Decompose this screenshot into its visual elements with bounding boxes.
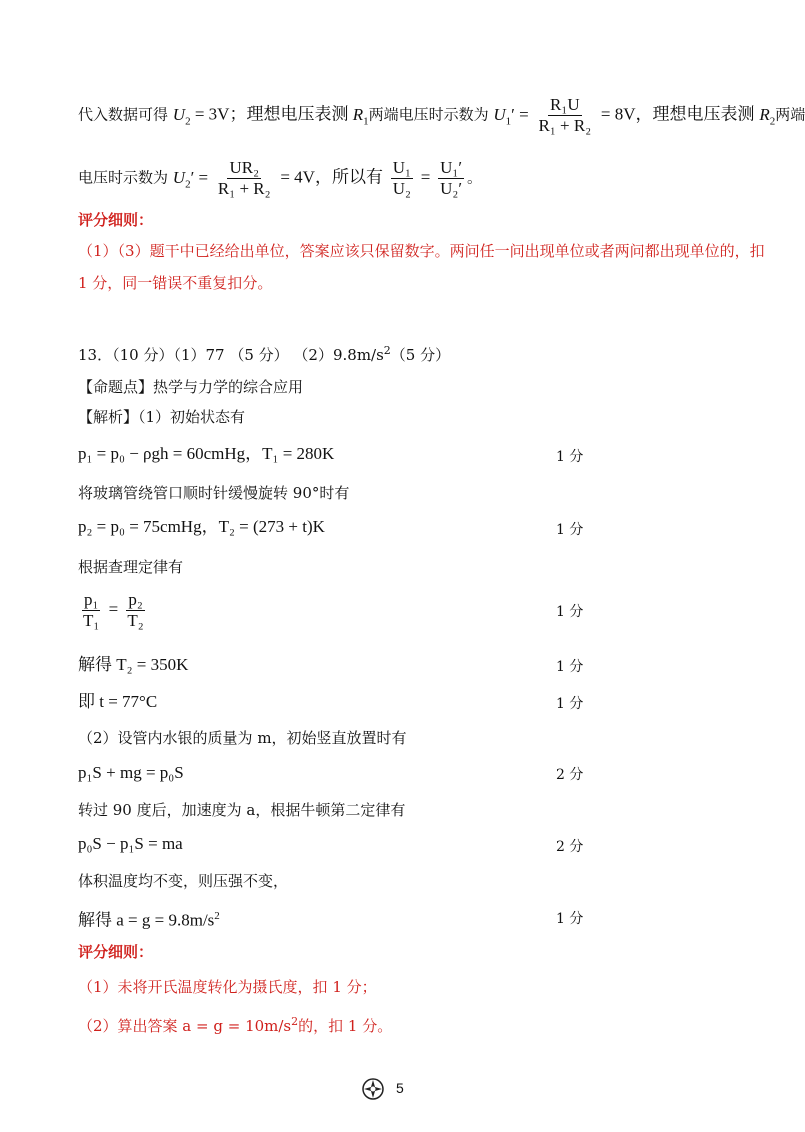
- publisher-logo-icon: [362, 1078, 384, 1100]
- q13-eq3: $\frac{\text{p₁}}{\text{T₁}}$ = $\frac{\text{p₂}}{\text{T₂}}$: [83, 590, 144, 630]
- text-eq3v: = 3V；理想电压表测: [190, 104, 353, 124]
- text-4v: = 4V，所以有: [280, 167, 383, 187]
- fraction-u1p-u2p: [438, 158, 464, 199]
- page-footer: [0, 1078, 800, 1102]
- score-2: 1 分: [556, 522, 584, 538]
- frac-num: R₁U: [550, 95, 580, 114]
- q13-header-end: （5 分）: [390, 346, 451, 364]
- text-1a: 代入数据可得: [78, 105, 169, 124]
- frac-p2-t2: [125, 590, 145, 631]
- var-r2: R: [759, 104, 770, 124]
- text-8v: = 8V，理想电压表测: [600, 104, 755, 124]
- score-8: 1 分: [556, 911, 584, 927]
- var-u1p: U: [493, 104, 506, 124]
- rubric-2-line-2: [78, 1012, 392, 1036]
- frac-den: R₁ + R₂: [538, 116, 592, 135]
- q13-eq6: p₁S + mg = p₀S: [78, 763, 184, 782]
- rubric-2-line-2-text: （2）算出答案 a = g = 10m/s: [78, 1017, 292, 1035]
- q13-eq8: [78, 906, 220, 931]
- rubric-heading-1: 评分细则：: [78, 211, 154, 229]
- q13-step7: 转过 90 度后，加速度为 a，根据牛顿第二定律有: [78, 801, 406, 819]
- t2: T₂: [127, 611, 144, 630]
- q13-header-text: 13．（10 分）（1）77 （5 分） （2）9.8m/s: [78, 346, 384, 364]
- p2: p₂: [128, 590, 143, 609]
- text-2a: 电压时示数为: [78, 168, 169, 187]
- page-number: 5: [396, 1080, 404, 1096]
- text-1c: 两端: [775, 105, 805, 124]
- q13-topic: 【命题点】热学与力学的综合应用: [78, 378, 304, 396]
- var-r1: R: [352, 104, 364, 124]
- q13-eq8-text: 解得 a = g = 9.8m/s: [78, 910, 215, 930]
- q13-header: [78, 341, 450, 365]
- q13-part2: （2）设管内水银的质量为 m，初始竖直放置时有: [78, 729, 407, 747]
- q13-eq4: 解得 T₂ = 350K: [78, 655, 189, 674]
- rubric-heading-2: 评分细则：: [78, 943, 154, 961]
- rubric-1-line-2: 1 分，同一错误不重复扣分。: [78, 274, 273, 292]
- q13-analysis: 【解析】（1）初始状态有: [78, 408, 246, 426]
- score-5: 1 分: [556, 696, 584, 712]
- q13-eq1: p₁ = p₀ − ρgh = 60cmHg，T₁ = 280K: [78, 444, 335, 463]
- q13-step8: 体积温度均不变，则压强不变，: [78, 872, 289, 890]
- q13-eq5: 即 t = 77°C: [78, 692, 158, 711]
- score-1: 1 分: [556, 449, 584, 465]
- q13-step3: 根据查理定律有: [78, 558, 184, 576]
- top-line-2: 电压时示数为 $U_2'$ = $\frac{\text{UR₂}}{\text{R₁ + R₂}}$ = 4V，所以有 $\frac{\text{U₁}}{\text{U₂}}$ = $\frac{\text{U₁′}}{\text{U₂′}}$ 。: [78, 158, 483, 198]
- rubric-2-line-1: （1）未将开氏温度转化为摄氏度，扣 1 分；: [78, 978, 377, 996]
- top-line-1: 代入数据可得 $U_2 = 3V$；理想电压表测 $R_1$两端电压时示数为 $U_1'$ = $\frac{\text{R₁U}}{\text{R₁ + R₂}}$ = 8V，理想电压表测 $R_2$两端: [78, 95, 805, 135]
- p1: p₁: [83, 590, 99, 609]
- frac-u2: U₂: [392, 179, 411, 198]
- var-u2: U: [172, 104, 186, 124]
- rubric-2-line-2-end: 的，扣 1 分。: [298, 1017, 393, 1035]
- q13-eq8-sup: 2: [214, 910, 220, 922]
- fraction-u1-u2: [391, 158, 413, 199]
- rubric-2-line-2-sup: 2: [291, 1015, 299, 1028]
- fraction-r1u: [537, 95, 594, 136]
- q13-header-sup: 2: [383, 344, 391, 357]
- frac-u1p: U₁′: [440, 158, 463, 177]
- q13-step2: 将玻璃管绕管口顺时针缓慢旋转 90°时有: [78, 484, 350, 502]
- t1: T₁: [83, 611, 100, 630]
- score-6: 2 分: [556, 767, 584, 783]
- frac-p1-t1: [81, 590, 101, 631]
- frac-den-2: R₁ + R₂: [217, 179, 271, 198]
- frac-u2p: U₂′: [440, 179, 463, 198]
- text-2end: 。: [467, 168, 483, 187]
- score-3: 1 分: [556, 604, 584, 620]
- fraction-ur2: [216, 158, 273, 199]
- q13-eq7: p₀S − p₁S = ma: [78, 834, 183, 853]
- frac-u1: U₁: [392, 158, 411, 177]
- q13-eq2: p₂ = p₀ = 75cmHg，T₂ = (273 + t)K: [78, 517, 325, 536]
- score-4: 1 分: [556, 659, 584, 675]
- frac-num-2: UR₂: [229, 158, 259, 177]
- text-1b: 两端电压时示数为: [368, 105, 489, 124]
- score-7: 2 分: [556, 839, 584, 855]
- rubric-1-line-1: （1）（3）题干中已经给出单位，答案应该只保留数字。两问任一问出现单位或者两问都出现单位的，扣: [78, 242, 765, 260]
